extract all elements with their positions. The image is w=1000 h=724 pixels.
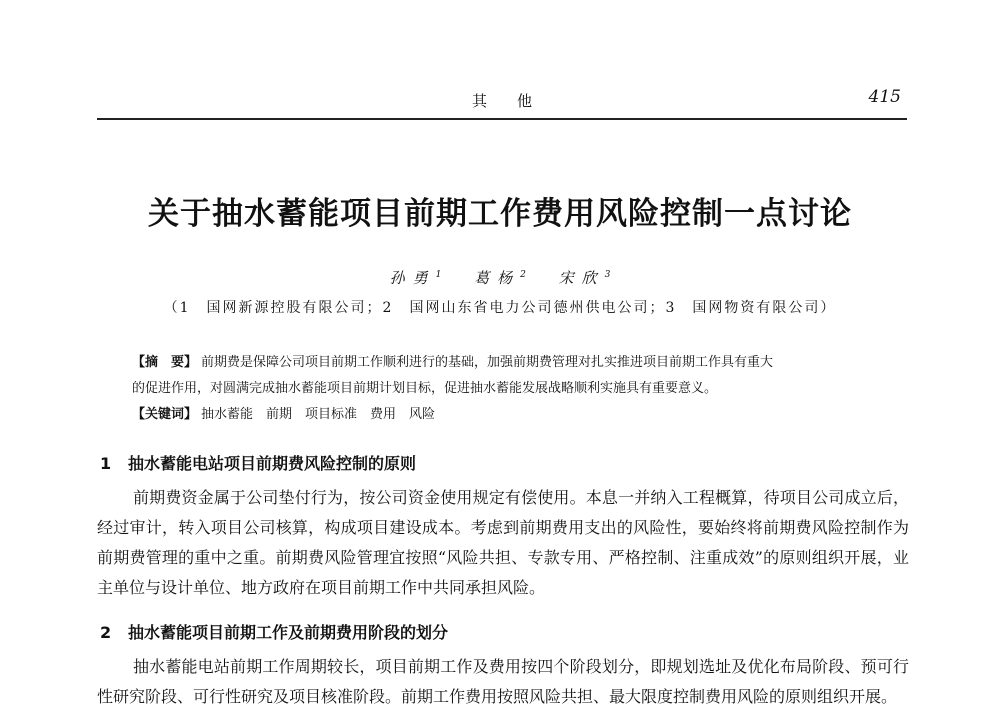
affiliation-marker: 3 — [604, 270, 611, 280]
section-1-paragraph: 前期费资金属于公司垫付行为，按公司资金使用规定有偿使用。本息一并纳入工程概算，待项目公司成立后，经过审计，转入项目公司核算，构成项目建设成本。考虑到前期费用支出的风险性，要始终将前期费风险控制作为前期费管理的重中之重。前期费风险管理宜按照“风险共担、专款专用、严格控制、注重成效”的原则组织开展，业主单位与设计单位、地方政府在项目前期工作中共同承担风险。 — [97, 488, 909, 597]
keywords-line — [132, 402, 892, 428]
affiliation-marker: 1 — [435, 270, 442, 280]
author-list — [0, 267, 1000, 288]
author-name: 孙勇 — [389, 269, 436, 287]
author-2 — [474, 269, 526, 287]
keywords-label: 【关键词】 — [132, 407, 198, 422]
section-number: 2 — [100, 623, 112, 642]
section-number: 1 — [100, 454, 112, 473]
page-number: 415 — [868, 87, 901, 107]
abstract-block — [132, 350, 892, 428]
section-title: 抽水蓄能项目前期工作及前期费用阶段的划分 — [128, 623, 449, 642]
abstract-text-1: 前期费是保障公司项目前期工作顺利进行的基础，加强前期费管理对扎实推进项目前期工作具有重大 — [201, 355, 774, 370]
author-name: 宋欣 — [558, 269, 605, 287]
abstract-line-2 — [132, 376, 892, 402]
author-1 — [390, 269, 442, 287]
keywords-text: 抽水蓄能 前期 项目标准 费用 风险 — [201, 407, 436, 422]
section-2-paragraph: 抽水蓄能电站前期工作周期较长，项目前期工作及费用按四个阶段划分，即规划选址及优化布局阶段、预可行性研究阶段、可行性研究及项目核准阶段。前期工作费用按照风险共担、最大限度控制费用风险的原则组织开展。 — [97, 657, 909, 706]
paper-title: 关于抽水蓄能项目前期工作费用风险控制一点讨论 — [148, 196, 852, 232]
running-header — [97, 86, 907, 120]
running-section-title: 其他 — [471, 92, 562, 110]
author-name: 葛杨 — [474, 269, 521, 287]
abstract-label: 【摘 要】 — [132, 355, 198, 370]
author-3 — [559, 269, 611, 287]
abstract-line-1 — [132, 350, 892, 376]
section-title: 抽水蓄能电站项目前期费风险控制的原则 — [128, 454, 417, 473]
section-heading-2 — [100, 620, 448, 643]
section-heading-1 — [100, 451, 416, 474]
abstract-text-2: 的促进作用，对圆满完成抽水蓄能项目前期计划目标，促进抽水蓄能发展战略顺利实施具有重要意义。 — [132, 381, 718, 396]
affiliations: （1 国网新源控股有限公司；2 国网山东省电力公司德州供电公司；3 国网物资有限公司） — [163, 300, 837, 316]
affiliation-marker: 2 — [520, 270, 526, 280]
